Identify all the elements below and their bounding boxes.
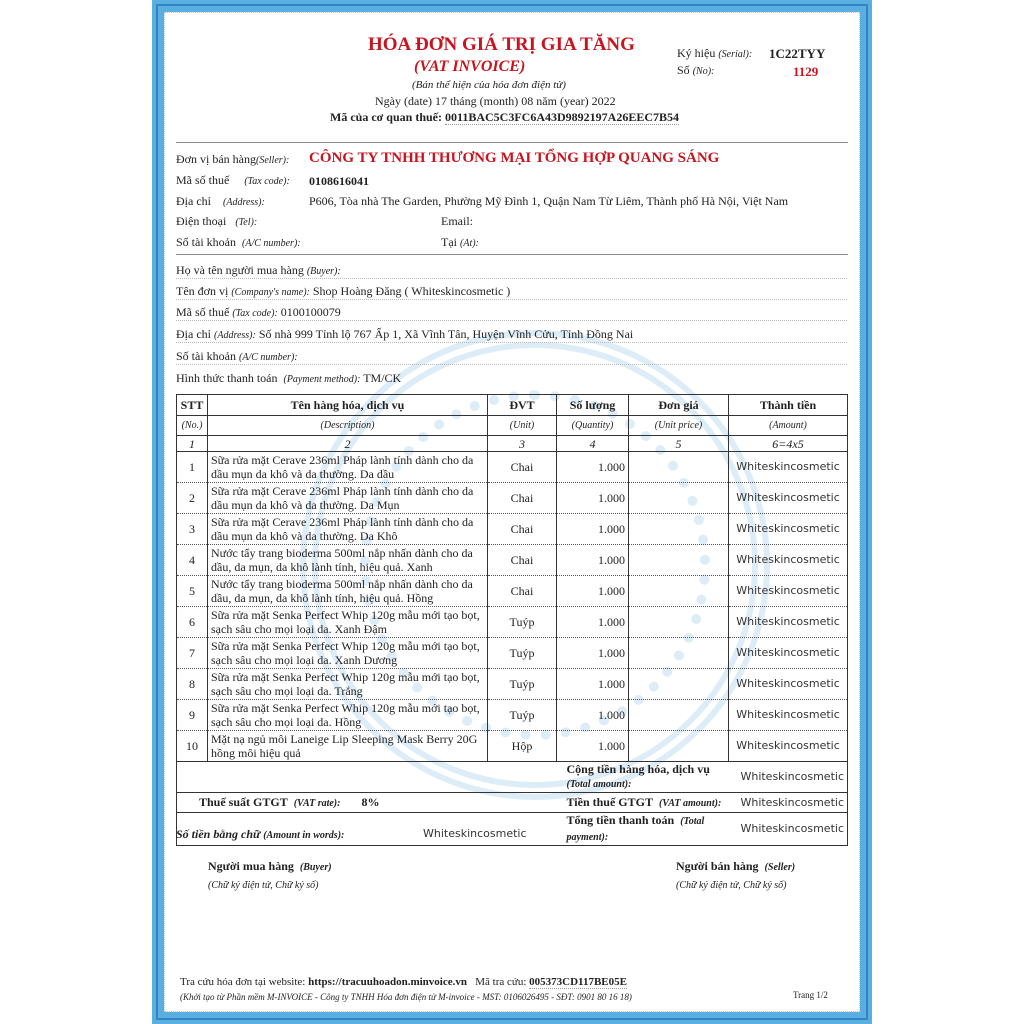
item-amount: Whiteskincosmetic	[729, 669, 848, 700]
item-quantity: 1.000	[557, 452, 629, 483]
label: Mã số thuế	[176, 305, 230, 319]
col-header: Đơn giá	[629, 395, 729, 416]
label: Cộng tiền hàng hóa, dịch vụ	[566, 762, 710, 776]
col-index: 3	[488, 436, 557, 452]
col-header-en: (Description)	[208, 416, 488, 436]
label-en: (Seller):	[256, 155, 290, 166]
item-unit-price	[629, 514, 729, 545]
index-row	[177, 436, 848, 452]
item-quantity: 1.000	[557, 576, 629, 607]
amount-words-value: Whiteskincosmetic	[423, 827, 527, 840]
vat-amount: Whiteskincosmetic	[729, 793, 848, 813]
invoice-note: (Bản thể hiện của hóa đơn điện tử)	[412, 79, 566, 91]
col-header-en: (Unit)	[488, 416, 557, 436]
label: Số tài khoản	[176, 349, 236, 363]
item-amount: Whiteskincosmetic	[729, 545, 848, 576]
buyer-addr-row	[176, 327, 847, 343]
label-en: (VAT rate):	[293, 797, 341, 809]
col-header: Tên hàng hóa, dịch vụ	[208, 395, 488, 416]
invoice-no-value: 1129	[793, 64, 819, 79]
seller-acc-label	[176, 235, 301, 250]
item-quantity: 1.000	[557, 700, 629, 731]
vat-row	[177, 793, 848, 813]
tax-authority-code	[330, 110, 679, 125]
item-description: Nước tẩy trang bioderma 500ml nắp nhấn dành cho da dầu, da mụn, da khô lành tính, hiệu quả. Xanh	[208, 545, 488, 576]
label: Số tài khoản	[176, 235, 236, 249]
label-en: (Company's name):	[231, 287, 310, 298]
item-no: 7	[177, 638, 208, 669]
item-description: Sữa rửa mặt Senka Perfect Whip 120g mẫu mới tạo bọt, sạch sâu cho mọi loại da. Xanh Đậm	[208, 607, 488, 638]
col-header: Thành tiền	[729, 395, 848, 416]
invoice-title: HÓA ĐƠN GIÁ TRỊ GIA TĂNG	[368, 34, 635, 55]
item-unit: Chai	[488, 576, 557, 607]
item-unit-price	[629, 576, 729, 607]
buyer-company-row	[176, 284, 847, 300]
buyer-name-row	[176, 263, 847, 279]
label-en: (A/C number):	[242, 238, 301, 249]
seller-tel-label	[176, 214, 257, 229]
table-row	[177, 638, 848, 669]
vat-rate: 8%	[361, 794, 380, 809]
item-no: 5	[177, 576, 208, 607]
label-en: (Tel):	[235, 217, 258, 228]
item-amount: Whiteskincosmetic	[729, 483, 848, 514]
serial-label: Ký hiệu	[677, 46, 716, 60]
item-unit: Chai	[488, 483, 557, 514]
item-quantity: 1.000	[557, 638, 629, 669]
item-unit-price	[629, 545, 729, 576]
seller-tax: 0108616041	[309, 174, 369, 188]
item-no: 8	[177, 669, 208, 700]
table-row	[177, 607, 848, 638]
item-unit: Tuýp	[488, 607, 557, 638]
buyer-signature-note: (Chữ ký điện tử, Chữ ký số)	[208, 880, 319, 891]
col-index: 2	[208, 436, 488, 452]
seller-addr-label	[176, 194, 265, 209]
col-index: 6=4x5	[729, 436, 848, 452]
col-header-en: (No.)	[177, 416, 208, 436]
table-row	[177, 514, 848, 545]
item-unit-price	[629, 483, 729, 514]
invoice-no	[677, 63, 714, 78]
item-no: 1	[177, 452, 208, 483]
item-no: 6	[177, 607, 208, 638]
item-unit-price	[629, 700, 729, 731]
tax-authority-value: 0011BAC5C3FC6A43D9892197A26EEC7B54	[444, 110, 679, 124]
label: Hình thức thanh toán	[176, 371, 278, 385]
label: Địa chỉ	[176, 327, 211, 341]
label-en: (Buyer)	[299, 862, 332, 873]
col-index: 4	[557, 436, 629, 452]
item-description: Sữa rửa mặt Cerave 236ml Pháp lành tính dành cho da dầu mụn da khô và da thường. Da Khô	[208, 514, 488, 545]
label-en: (Buyer):	[306, 266, 341, 277]
lookup-link[interactable]: https://tracuuhoadon.minvoice.vn	[308, 976, 467, 988]
col-index: 1	[177, 436, 208, 452]
item-amount: Whiteskincosmetic	[729, 607, 848, 638]
item-unit-price	[629, 669, 729, 700]
item-amount: Whiteskincosmetic	[729, 638, 848, 669]
item-unit: Chai	[488, 514, 557, 545]
item-no: 3	[177, 514, 208, 545]
label: Số tiền bằng chữ	[176, 827, 261, 841]
buyer-company: Shop Hoàng Đăng ( Whiteskincosmetic )	[312, 284, 511, 298]
seller-name: CÔNG TY TNHH THƯƠNG MẠI TỔNG HỢP QUANG SÁNG	[309, 150, 720, 166]
table-row	[177, 700, 848, 731]
label-en: (Amount in words):	[263, 830, 345, 841]
item-amount: Whiteskincosmetic	[729, 731, 848, 762]
item-description: Sữa rửa mặt Senka Perfect Whip 120g mẫu mới tạo bọt, sạch sâu cho mọi loại da. Trắng	[208, 669, 488, 700]
item-unit: Hộp	[488, 731, 557, 762]
buyer-acc-row	[176, 349, 847, 365]
item-no: 10	[177, 731, 208, 762]
label: Người mua hàng	[208, 859, 294, 873]
total-row	[177, 762, 848, 793]
table-row	[177, 669, 848, 700]
label: Tổng tiền thanh toán	[566, 813, 675, 827]
item-description: Mặt nạ ngủ môi Laneige Lip Sleeping Mask Berry 20G hồng môi hiệu quả	[208, 731, 488, 762]
item-amount: Whiteskincosmetic	[729, 514, 848, 545]
invoice-date: Ngày (date) 17 tháng (month) 08 năm (year) 2022	[375, 94, 616, 108]
seller-name-label	[176, 152, 289, 167]
label-en: (Seller)	[764, 862, 796, 873]
label: Địa chỉ	[176, 194, 211, 208]
item-unit-price	[629, 607, 729, 638]
seller-signature	[676, 859, 795, 874]
tax-authority-label: Mã của cơ quan thuế:	[330, 110, 442, 124]
software-credit: (Khởi tạo từ Phần mềm M-INVOICE - Công ty TNHH Hóa đơn điện tử M-invoice - MST: 0106026495 - SĐT: 0901 80 16 18)	[180, 992, 632, 1002]
label: Tên đơn vị	[176, 284, 229, 298]
item-description: Nước tẩy trang bioderma 500ml nắp nhấn dành cho da dầu, da mụn, da khô lành tính, hiệu quả. Hồng	[208, 576, 488, 607]
item-description: Sữa rửa mặt Cerave 236ml Pháp lành tính dành cho da dầu mụn da khô và da thường. Da dầu	[208, 452, 488, 483]
total-payment: Whiteskincosmetic	[729, 813, 848, 846]
no-label: Số	[677, 63, 690, 77]
item-unit: Tuýp	[488, 669, 557, 700]
col-header-en: (Amount)	[729, 416, 848, 436]
item-quantity: 1.000	[557, 669, 629, 700]
col-index: 5	[629, 436, 729, 452]
buyer-tax-row	[176, 305, 847, 321]
header-row	[177, 395, 848, 416]
seller-address: P606, Tòa nhà The Garden, Phường Mỹ Đình 1, Quận Nam Từ Liêm, Thành phố Hà Nội, Việt Nam	[309, 194, 789, 208]
label-en: (Address):	[214, 330, 256, 341]
item-amount: Whiteskincosmetic	[729, 452, 848, 483]
label: Người bán hàng	[676, 859, 759, 873]
item-amount: Whiteskincosmetic	[729, 576, 848, 607]
table-row	[177, 452, 848, 483]
item-no: 4	[177, 545, 208, 576]
header-en-row	[177, 416, 848, 436]
label: Tra cứu hóa đơn tại website:	[180, 976, 306, 988]
item-no: 2	[177, 483, 208, 514]
item-quantity: 1.000	[557, 545, 629, 576]
table-row	[177, 576, 848, 607]
payment-row	[176, 371, 401, 386]
label-en: (Address):	[223, 197, 265, 208]
seller-at-label	[441, 235, 479, 250]
no-label-en: (No):	[692, 66, 715, 77]
table-row	[177, 483, 848, 514]
label-en: (VAT amount):	[658, 797, 722, 809]
invoice-subtitle: (VAT INVOICE)	[414, 58, 526, 75]
item-unit-price	[629, 638, 729, 669]
buyer-tax: 0100100079	[280, 305, 341, 319]
item-unit-price	[629, 452, 729, 483]
label-en: (Tax code):	[232, 308, 278, 319]
seller-signature-note: (Chữ ký điện tử, Chữ ký số)	[676, 880, 787, 891]
item-unit-price	[629, 731, 729, 762]
item-unit: Chai	[488, 545, 557, 576]
serial	[677, 46, 752, 61]
item-description: Sữa rửa mặt Cerave 236ml Pháp lành tính dành cho da dầu mụn da khô và da thường. Da Mụn	[208, 483, 488, 514]
col-header: Số lượng	[557, 395, 629, 416]
table-row	[177, 545, 848, 576]
item-quantity: 1.000	[557, 483, 629, 514]
page-number: Trang 1/2	[793, 990, 828, 1000]
label-en: (Total payment):	[566, 816, 705, 843]
serial-label-en: (Serial):	[718, 49, 753, 60]
seller-email-label: Email:	[441, 214, 473, 228]
label: Đơn vị bán hàng	[176, 152, 256, 166]
item-unit: Chai	[488, 452, 557, 483]
item-unit: Tuýp	[488, 638, 557, 669]
amount-in-words	[176, 827, 344, 842]
col-header: STT	[177, 395, 208, 416]
label-en: (Total amount):	[566, 779, 632, 790]
label: Họ và tên người mua hàng	[176, 263, 304, 277]
label: Tại	[441, 235, 457, 249]
payment-method: TM/CK	[363, 371, 402, 385]
col-header-en: (Unit price)	[629, 416, 729, 436]
item-quantity: 1.000	[557, 731, 629, 762]
buyer-address: Số nhà 999 Tỉnh lộ 767 Ấp 1, Xã Vĩnh Tân, Huyện Vĩnh Cửu, Tỉnh Đồng Nai	[258, 327, 634, 341]
label-en: (At):	[460, 238, 479, 249]
item-unit: Tuýp	[488, 700, 557, 731]
total-amount: Whiteskincosmetic	[729, 762, 848, 793]
items-table	[176, 394, 848, 846]
label-en: (A/C number):	[239, 352, 298, 363]
serial-value: 1C22TYY	[769, 46, 826, 61]
lookup-code: 005373CD117BE05E	[529, 976, 627, 988]
label-en: (Payment method):	[283, 374, 361, 385]
buyer-signature	[208, 859, 332, 874]
item-no: 9	[177, 700, 208, 731]
label: Mã tra cứu:	[475, 976, 527, 988]
item-quantity: 1.000	[557, 514, 629, 545]
table-row	[177, 731, 848, 762]
label: Tiền thuế GTGT	[566, 794, 653, 809]
lookup-line	[180, 976, 627, 988]
label: Mã số thuế	[176, 173, 230, 187]
label-en: (Tax code):	[244, 176, 290, 187]
item-amount: Whiteskincosmetic	[729, 700, 848, 731]
col-header: ĐVT	[488, 395, 557, 416]
col-header-en: (Quantity)	[557, 416, 629, 436]
item-description: Sữa rửa mặt Senka Perfect Whip 120g mẫu mới tạo bọt, sạch sâu cho mọi loại da. Hồng	[208, 700, 488, 731]
label: Thuế suất GTGT	[199, 794, 288, 809]
item-quantity: 1.000	[557, 607, 629, 638]
seller-tax-label	[176, 173, 290, 188]
item-description: Sữa rửa mặt Senka Perfect Whip 120g mẫu mới tạo bọt, sạch sâu cho mọi loại da. Xanh Dương	[208, 638, 488, 669]
label: Điện thoại	[176, 214, 227, 228]
